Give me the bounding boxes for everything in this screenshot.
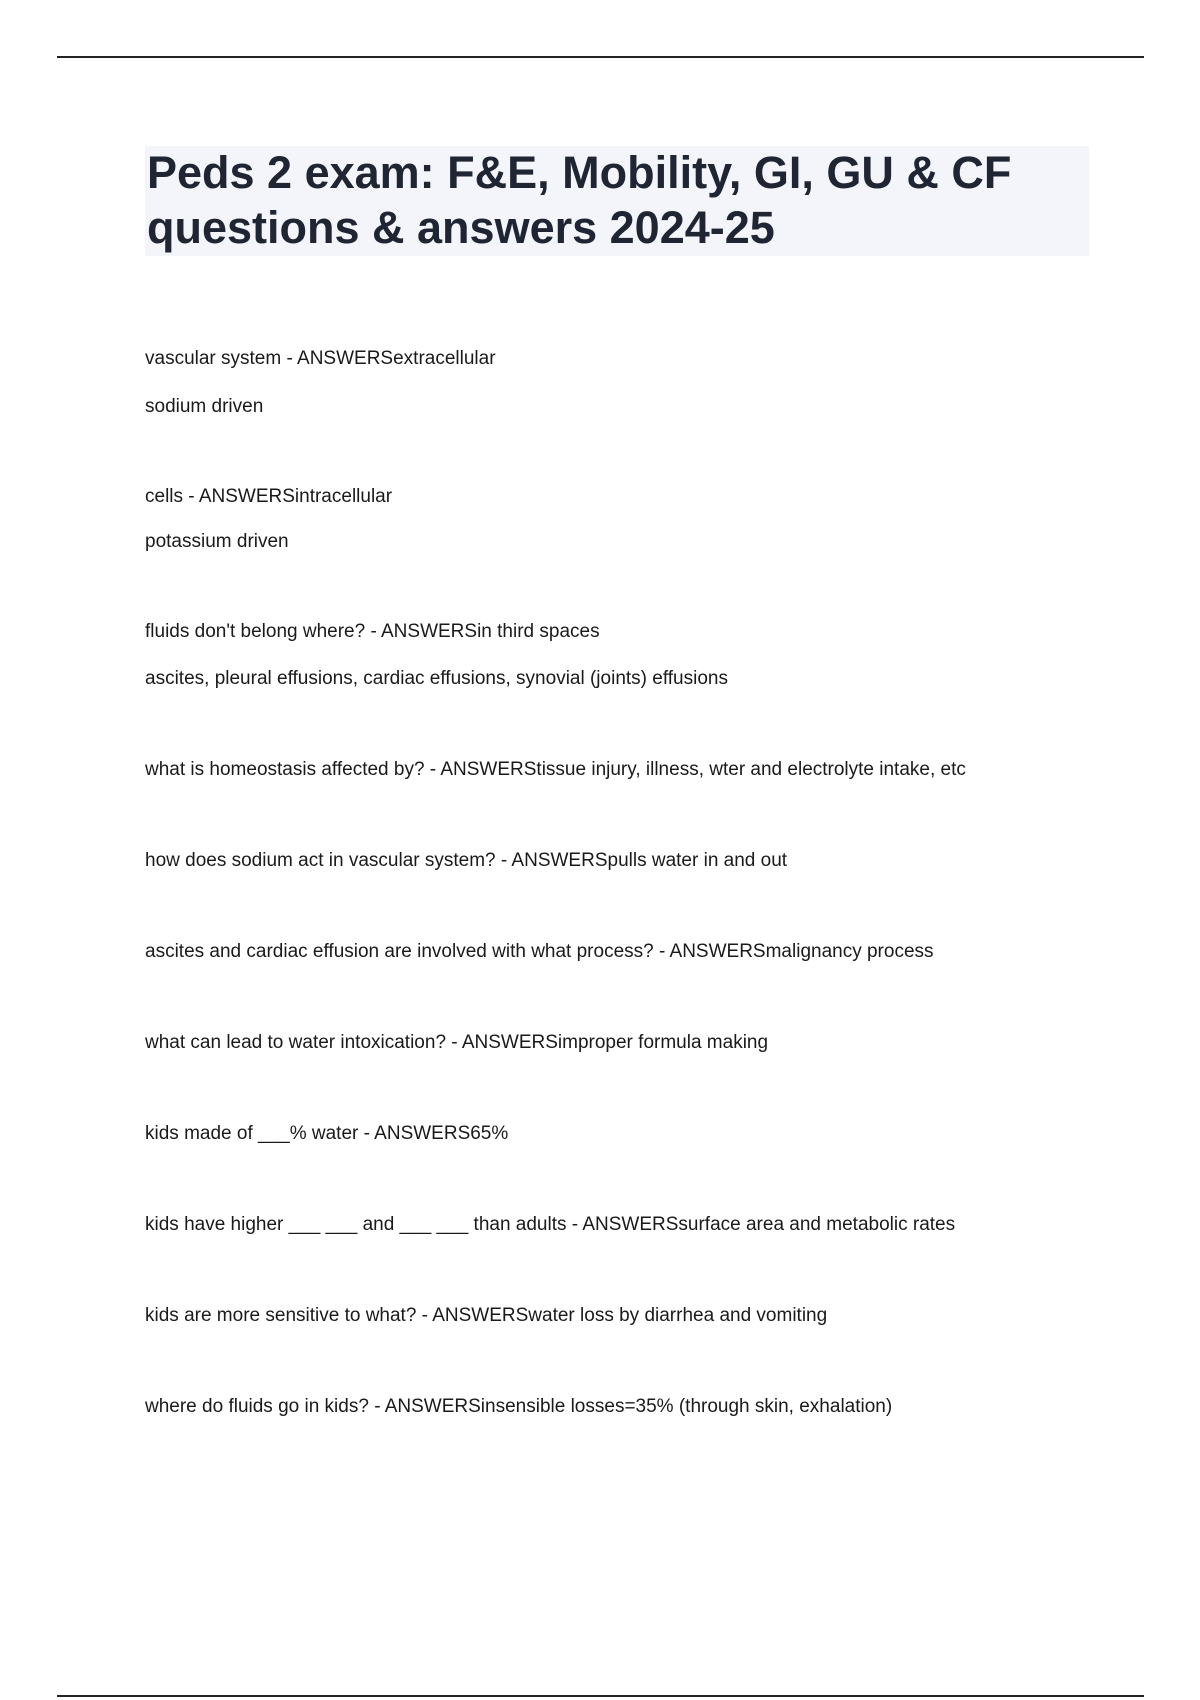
top-divider (57, 56, 1144, 58)
qa-line-kids-sensitive: kids are more sensitive to what? - ANSWERSwater loss by diarrhea and vomiting (145, 1305, 828, 1326)
qa-line-malignancy: ascites and cardiac effusion are involved with what process? - ANSWERSmalignancy process (145, 941, 934, 962)
qa-line-potassium-driven: potassium driven (145, 531, 289, 552)
qa-line-water-intoxication: what can lead to water intoxication? - ANSWERSimproper formula making (145, 1032, 769, 1053)
document-title-block (145, 146, 1089, 256)
bottom-divider (57, 1695, 1144, 1697)
qa-line-sodium-driven: sodium driven (145, 396, 264, 417)
document-title-line-2: questions & answers 2024-25 (147, 202, 775, 253)
qa-line-kids-water: kids made of ___% water - ANSWERS65% (145, 1123, 509, 1144)
qa-line-vascular-system: vascular system - ANSWERSextracellular (145, 348, 496, 369)
qa-line-effusions: ascites, pleural effusions, cardiac effusions, synovial (joints) effusions (145, 668, 728, 689)
document-title-line-1: Peds 2 exam: F&E, Mobility, GI, GU & CF (147, 147, 1012, 198)
qa-line-kids-higher: kids have higher ___ ___ and ___ ___ than adults - ANSWERSsurface area and metabolic rates (145, 1214, 956, 1235)
qa-line-homeostasis: what is homeostasis affected by? - ANSWERStissue injury, illness, wter and electrolyte intake, etc (145, 759, 966, 780)
qa-line-fluids-kids: where do fluids go in kids? - ANSWERSinsensible losses=35% (through skin, exhalation) (145, 1396, 893, 1417)
qa-line-fluids-third-spaces: fluids don't belong where? - ANSWERSin third spaces (145, 621, 600, 642)
qa-line-cells: cells - ANSWERSintracellular (145, 486, 393, 507)
qa-line-sodium-vascular: how does sodium act in vascular system? - ANSWERSpulls water in and out (145, 850, 788, 871)
